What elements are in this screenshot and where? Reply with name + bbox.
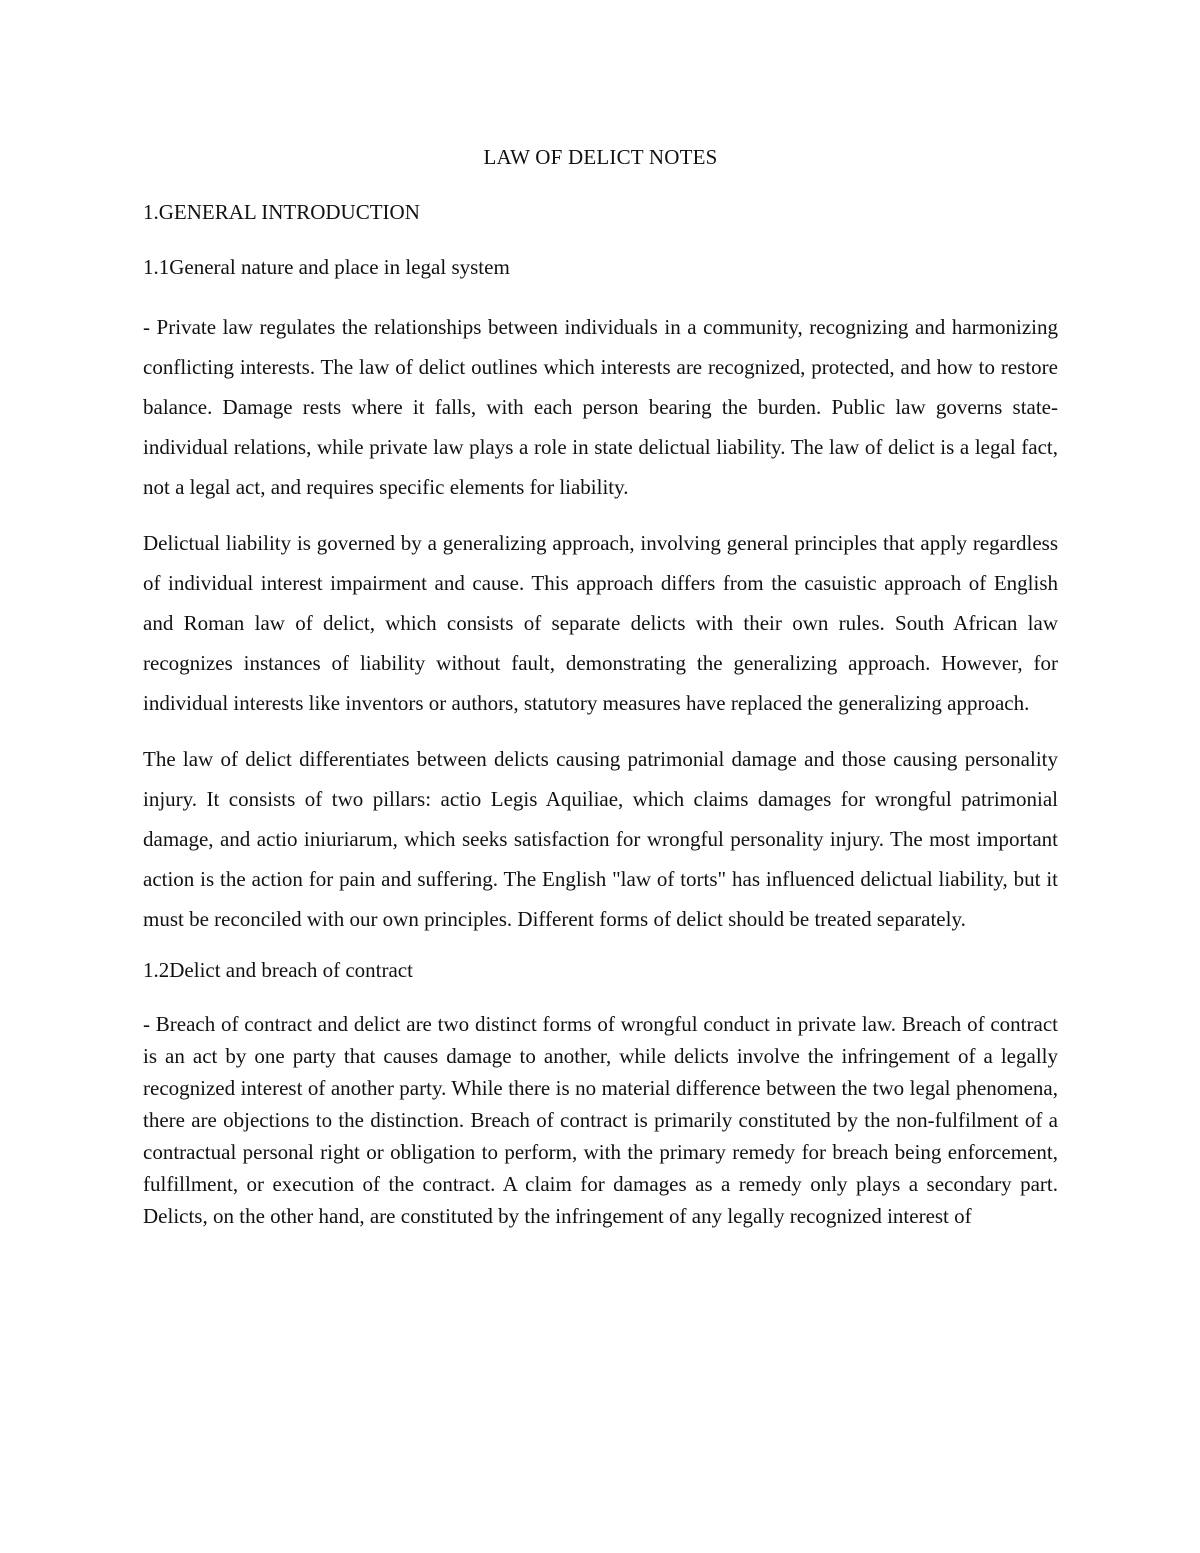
subsection-heading-delict-breach: 1.2Delict and breach of contract xyxy=(143,958,413,982)
paragraph-breach-of-contract: - Breach of contract and delict are two distinct forms of wrongful conduct in private law. Breach of contract is an act by one party that causes damage to another, while delicts involve the infringement of a legally recognized interest of another party. While there is no material difference between the two legal phenomena, there are objections to the distinction. Breach of contract is primarily constituted by the non-fulfilment of a contractual personal right or obligation to perform, with the primary remedy for breach being enforcement, fulfillment, or execution of the contract. A claim for damages as a remedy only plays a secondary part. Delicts, on the other hand, are constituted by the infringement of any legally recognized interest of xyxy=(143,1012,1058,1228)
paragraph-generalizing-approach: Delictual liability is governed by a generalizing approach, involving general principles that apply regardless of individual interest impairment and cause. This approach differs from the casuistic approach of English and Roman law of delict, which consists of separate delicts with their own rules. South African law recognizes instances of liability without fault, demonstrating the generalizing approach. However, for individual interests like inventors or authors, statutory measures have replaced the generalizing approach. xyxy=(143,531,1058,715)
section-heading-general-introduction: 1.GENERAL INTRODUCTION xyxy=(143,200,420,224)
document-body xyxy=(143,142,1058,1232)
paragraph-private-law: - Private law regulates the relationships between individuals in a community, recognizing and harmonizing conflicting interests. The law of delict outlines which interests are recognized, protected, and how to restore balance. Damage rests where it falls, with each person bearing the burden. Public law governs state-individual relations, while private law plays a role in state delictual liability. The law of delict is a legal fact, not a legal act, and requires specific elements for liability. xyxy=(143,315,1058,499)
subsection-heading-general-nature: 1.1General nature and place in legal system xyxy=(143,255,510,279)
document-title: LAW OF DELICT NOTES xyxy=(483,145,718,169)
paragraph-patrimonial-personality: The law of delict differentiates between delicts causing patrimonial damage and those causing personality injury. It consists of two pillars: actio Legis Aquiliae, which claims damages for wrongful patrimonial damage, and actio iniuriarum, which seeks satisfaction for wrongful personality injury. The most important action is the action for pain and suffering. The English "law of torts" has influenced delictual liability, but it must be reconciled with our own principles. Different forms of delict should be treated separately. xyxy=(143,747,1058,931)
